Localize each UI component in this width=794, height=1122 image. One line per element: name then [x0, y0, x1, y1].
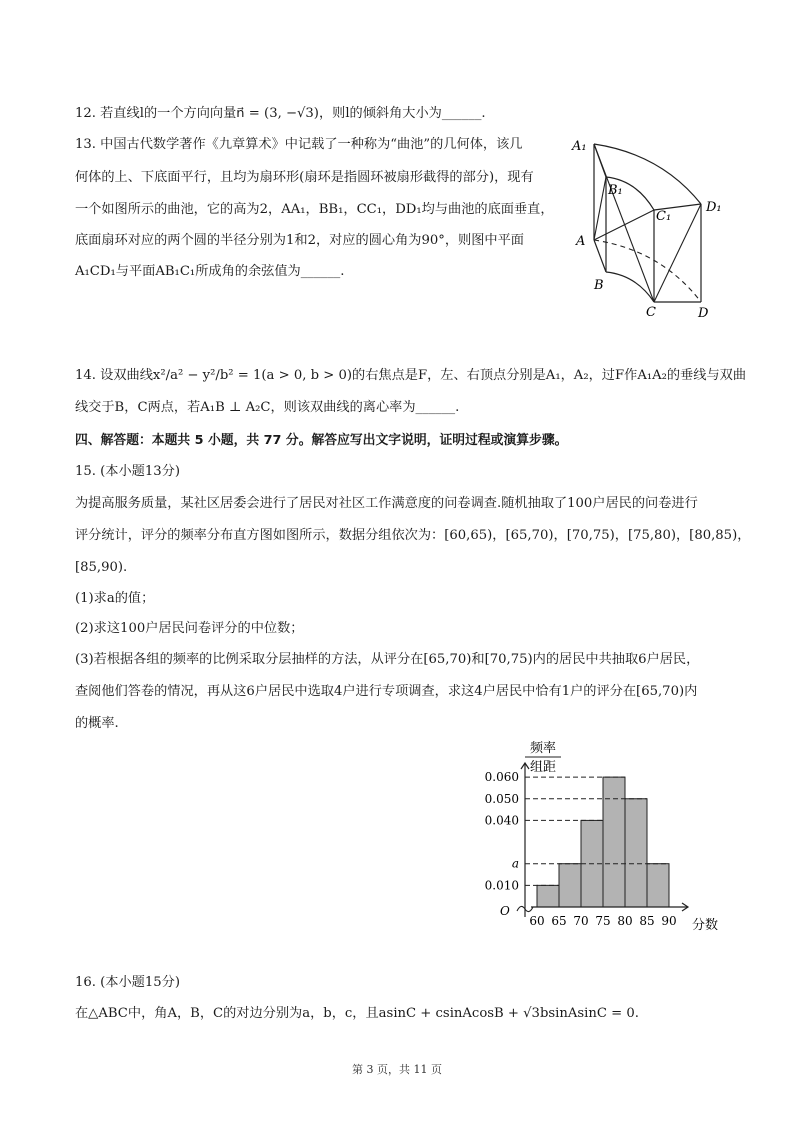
y-tick-label: 0.060 [484, 770, 519, 785]
label-D1: D₁ [706, 200, 722, 215]
q15-title: 15. (本小题13分) [75, 464, 180, 479]
label-B1: B₁ [608, 183, 623, 198]
q15-line-2: 评分统计，评分的频率分布直方图如图所示，数据分组依次为：[60,65)，[65,70)，[70,75)，[75,80)，[80,85)， [75, 528, 751, 543]
q15-part3-line-1: (3)若根据各组的频率的比例采取分层抽样的方法，从评分在[65,70)和[70,75)内的居民中共抽取6户居民， [75, 652, 700, 667]
label-C: C [646, 305, 656, 320]
q13-line-1: 13. 中国古代数学著作《九章算术》中记载了一种称为“曲池”的几何体，该几 [75, 137, 523, 152]
curved-pool-figure [566, 132, 726, 322]
histogram-bar [537, 885, 559, 907]
q16-title: 16. (本小题15分) [75, 975, 180, 990]
histogram-bar [625, 799, 647, 907]
section-heading: 四、解答题：本题共 5 小题，共 77 分。解答应写出文字说明，证明过程或演算步骤。 [75, 433, 568, 448]
q13-line-3: 一个如图所示的曲池，它的高为2，AA₁，BB₁，CC₁，DD₁均与曲池的底面垂直， [75, 202, 554, 217]
xlabel: 分数 [691, 918, 719, 933]
label-A1: A₁ [572, 139, 587, 154]
x-tick-label: 65 [551, 914, 567, 928]
label-A: A [576, 234, 586, 249]
frequency-histogram [470, 735, 730, 940]
label-C1: C₁ [656, 209, 672, 224]
origin-label: O [500, 904, 510, 918]
q15-part2: (2)求这100户居民问卷评分的中位数； [75, 621, 304, 636]
q14-line-1: 14. 设双曲线x²/a² − y²/b² = 1(a > 0, b > 0)的右焦点是F，左、右顶点分别是A₁，A₂，过F作A₁A₂的垂线与双曲 [75, 368, 747, 383]
x-tick-label: 75 [595, 914, 611, 928]
q15-part3-line-2: 查阅他们答卷的情况，再从这6户居民中选取4户进行专项调查，求这4户居民中恰有1户的评分在[65,70)内 [75, 684, 698, 699]
x-tick-label: 60 [529, 914, 545, 928]
y-tick-label: a [511, 856, 519, 871]
histogram-bar [603, 777, 625, 907]
page-footer: 第 3 页，共 11 页 [352, 1063, 442, 1076]
q13-line-4: 底面扇环对应的两个圆的半径分别为1和2，对应的圆心角为90°，则图中平面 [75, 233, 524, 248]
x-tick-label: 85 [639, 914, 655, 928]
histogram-bar [647, 864, 669, 907]
q14-line-2: 线交于B，C两点，若A₁B ⊥ A₂C，则该双曲线的离心率为______. [75, 400, 460, 415]
label-B: B [594, 278, 604, 293]
q16-text: 在△ABC中，角A，B，C的对边分别为a，b，c，且asinC + csinAcosB + √3bsinAsinC = 0. [75, 1006, 639, 1021]
q12-text: 12. 若直线l的一个方向向量n⃗ = (3, −√3)，则l的倾斜角大小为______. [75, 106, 486, 121]
q15-line-3: [85,90). [75, 560, 128, 575]
q15-line-1: 为提高服务质量，某社区居委会进行了居民对社区工作满意度的问卷调查.随机抽取了100户居民的问卷进行 [75, 496, 698, 511]
x-tick-label: 70 [573, 914, 589, 928]
x-tick-label: 80 [617, 914, 633, 928]
y-tick-label: 0.010 [484, 878, 519, 893]
ylabel-numerator: 频率 [529, 741, 557, 756]
q13-line-5: A₁CD₁与平面AB₁C₁所成角的余弦值为______. [75, 264, 345, 279]
x-tick-label: 90 [661, 914, 677, 928]
histogram-bar [559, 864, 581, 907]
y-tick-label: 0.040 [484, 813, 519, 828]
label-D: D [698, 306, 709, 321]
y-tick-label: 0.050 [484, 791, 519, 806]
q15-part3-line-3: 的概率. [75, 716, 119, 731]
q13-line-2: 何体的上、下底面平行，且均为扇环形(扇环是指圆环被扇形截得的部分)，现有 [75, 170, 534, 185]
ylabel-denominator: 组距 [529, 760, 557, 775]
q15-part1: (1)求a的值； [75, 591, 155, 606]
